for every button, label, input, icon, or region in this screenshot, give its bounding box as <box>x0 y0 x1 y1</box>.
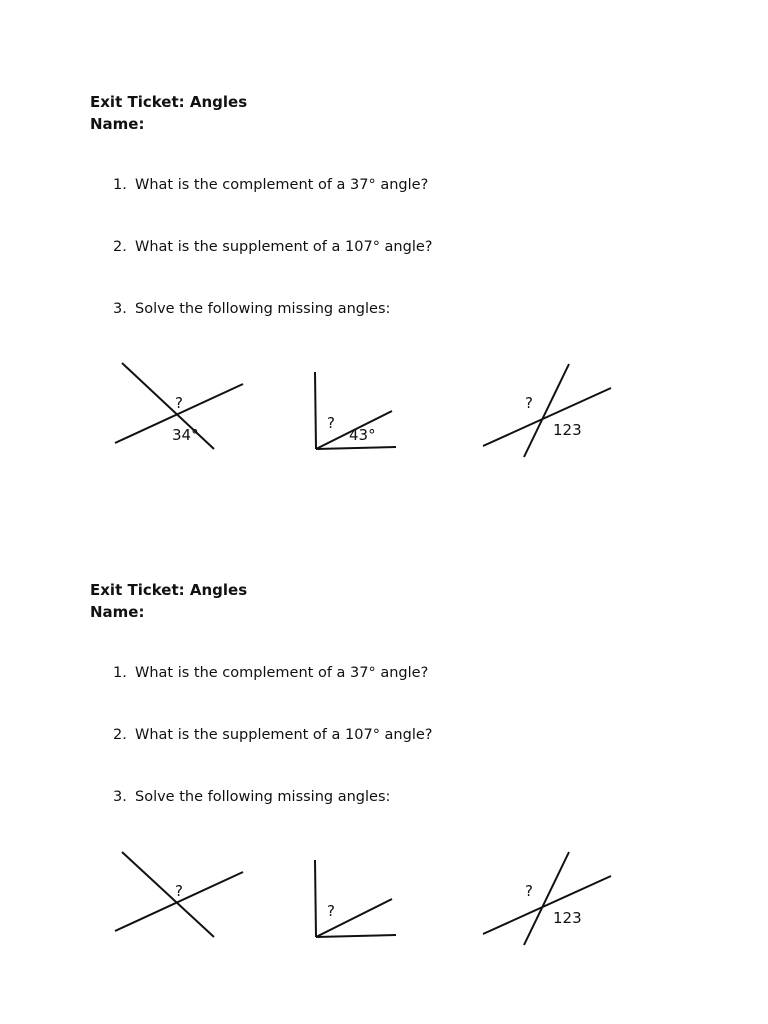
name-label: Name: <box>90 115 145 133</box>
question-number: 1. <box>113 665 127 681</box>
vertical-ray <box>315 860 316 937</box>
line-b <box>115 872 243 931</box>
given-angle-label: 34° <box>172 426 199 444</box>
question-number: 2. <box>113 239 127 255</box>
question-number: 2. <box>113 727 127 743</box>
line-b <box>483 876 611 934</box>
unknown-angle-label: ? <box>327 902 335 920</box>
question-text: Solve the following missing angles: <box>135 789 391 805</box>
unknown-angle-label: ? <box>525 882 533 900</box>
figure-right-angle <box>315 372 396 449</box>
horizontal-ray <box>316 447 396 449</box>
line-b <box>483 388 611 446</box>
question-text: What is the supplement of a 107° angle? <box>135 727 433 743</box>
line-a <box>122 852 214 937</box>
question-text: What is the complement of a 37° angle? <box>135 177 429 193</box>
ticket-title: Exit Ticket: Angles <box>90 93 248 111</box>
given-angle-label: 123 <box>553 909 582 927</box>
horizontal-ray <box>316 935 396 937</box>
figure-right-angle <box>315 860 396 937</box>
exit-ticket-2 <box>0 488 768 948</box>
line-a <box>122 363 214 449</box>
unknown-angle-label: ? <box>525 394 533 412</box>
figure-intersecting-lines <box>115 363 243 449</box>
figure-intersecting-lines <box>115 852 243 937</box>
vertical-ray <box>315 372 316 449</box>
ticket-title: Exit Ticket: Angles <box>90 581 248 599</box>
unknown-angle-label: ? <box>327 414 335 432</box>
question-number: 1. <box>113 177 127 193</box>
question-text: Solve the following missing angles: <box>135 301 391 317</box>
given-angle-label: 123 <box>553 421 582 439</box>
question-number: 3. <box>113 301 127 317</box>
question-text: What is the supplement of a 107° angle? <box>135 239 433 255</box>
angle-figures <box>0 488 768 948</box>
angle-figures <box>0 0 768 460</box>
given-angle-label: 43° <box>349 426 376 444</box>
question-number: 3. <box>113 789 127 805</box>
exit-ticket-1 <box>0 0 768 460</box>
name-label: Name: <box>90 603 145 621</box>
figure-vertical-angles <box>483 364 611 457</box>
figure-vertical-angles <box>483 852 611 945</box>
question-text: What is the complement of a 37° angle? <box>135 665 429 681</box>
unknown-angle-label: ? <box>175 394 183 412</box>
unknown-angle-label: ? <box>175 882 183 900</box>
